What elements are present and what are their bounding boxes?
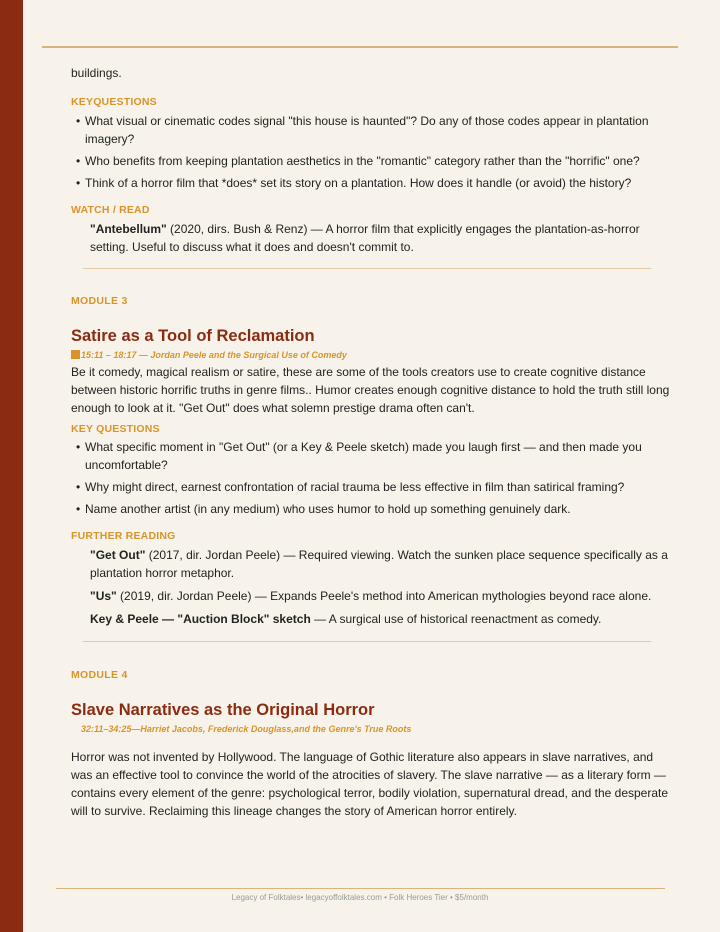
top-rule — [42, 46, 678, 48]
list-item: • Why might direct, earnest confrontation of racial trauma be less effective in film than satirical framing? — [71, 478, 671, 496]
list-item: • What visual or cinematic codes signal "this house is haunted"? Do any of those codes appear in plantation imagery? — [71, 112, 671, 148]
watch-entry — [71, 220, 671, 256]
module-4-label: MODULE 4 — [71, 669, 128, 681]
watch-description: (2020, dirs. Bush & Renz) — A horror film that explicitly engages the plantation-as-horror setting. Useful to discuss what it does and doesn't commit to. — [90, 222, 640, 254]
list-item: • Name another artist (in any medium) who uses humor to hold up something genuinely dark. — [71, 500, 671, 518]
page-content — [71, 64, 671, 820]
further-reading-label: FURTHER READING — [71, 530, 176, 542]
reading-item: Key & Peele — "Auction Block" sketch — A surgical use of historical reenactment as comedy. — [90, 612, 602, 626]
list-item: • Who benefits from keeping plantation aesthetics in the "romantic" category rather than the "horrific" one? — [71, 152, 671, 170]
list-item: • Think of a horror film that *does* set its story on a plantation. How does it handle (or avoid) the history? — [71, 174, 671, 192]
module-4-title: Slave Narratives as the Original Horror — [71, 701, 375, 719]
key-questions-label: KEYQUESTIONS — [71, 96, 157, 108]
module-3-title: Satire as a Tool of Reclamation — [71, 327, 315, 345]
watch-read-label: WATCH / READ — [71, 204, 150, 216]
key-questions-list — [71, 112, 671, 192]
section-divider — [83, 641, 651, 642]
section-divider — [83, 268, 651, 269]
footer-rule — [56, 888, 665, 889]
reading-item: "Us" (2019, dir. Jordan Peele) — Expands Peele's method into American mythologies beyond race alone. — [90, 589, 652, 603]
module-3-label: MODULE 3 — [71, 295, 128, 307]
module-4-timestamp: 32:11–34:25—Harriet Jacobs, Frederick Douglass,and the Genre's True Roots — [81, 724, 412, 734]
module-3-body: Be it comedy, magical realism or satire, these are some of the tools creators use to create cognitive distance between historic horrific truths in genre films.. Humor creates enough cognitive distance to hold the truth still long enough to look at it. "Get Out" does what solemn prestige drama often can't. — [71, 365, 670, 415]
reading-item: "Get Out" (2017, dir. Jordan Peele) — Required viewing. Watch the sunken place sequence specifically as a plantation horror metaphor. — [90, 548, 668, 580]
watch-title: "Antebellum" — [90, 222, 167, 236]
timestamp-square-icon — [71, 350, 80, 359]
module-3-questions-label: KEY QUESTIONS — [71, 423, 160, 435]
module-3-questions-list — [71, 438, 671, 518]
list-item: • What specific moment in "Get Out" (or a Key & Peele sketch) made you laugh first — and then made you uncomfortable? — [71, 438, 671, 474]
page-footer: Legacy of Folktales• legacyoffolktales.com • Folk Heroes Tier • $5/month — [231, 893, 489, 902]
module-3-timestamp: 15:11 – 18:17 — Jordan Peele and the Surgical Use of Comedy — [71, 350, 671, 360]
side-accent-bar — [0, 0, 23, 932]
section-tail-text: buildings. — [71, 66, 122, 80]
module-4-body: Horror was not invented by Hollywood. The language of Gothic literature also appears in slave narratives, and was an effective tool to convince the world of the atrocities of slavery. The slave narrative — as a literary form — contains every element of the genre: psychological terror, bodily violation, supernatural dread, and the desperate will to survive. Reclaiming this lineage changes the story of American horror entirely. — [71, 750, 669, 818]
